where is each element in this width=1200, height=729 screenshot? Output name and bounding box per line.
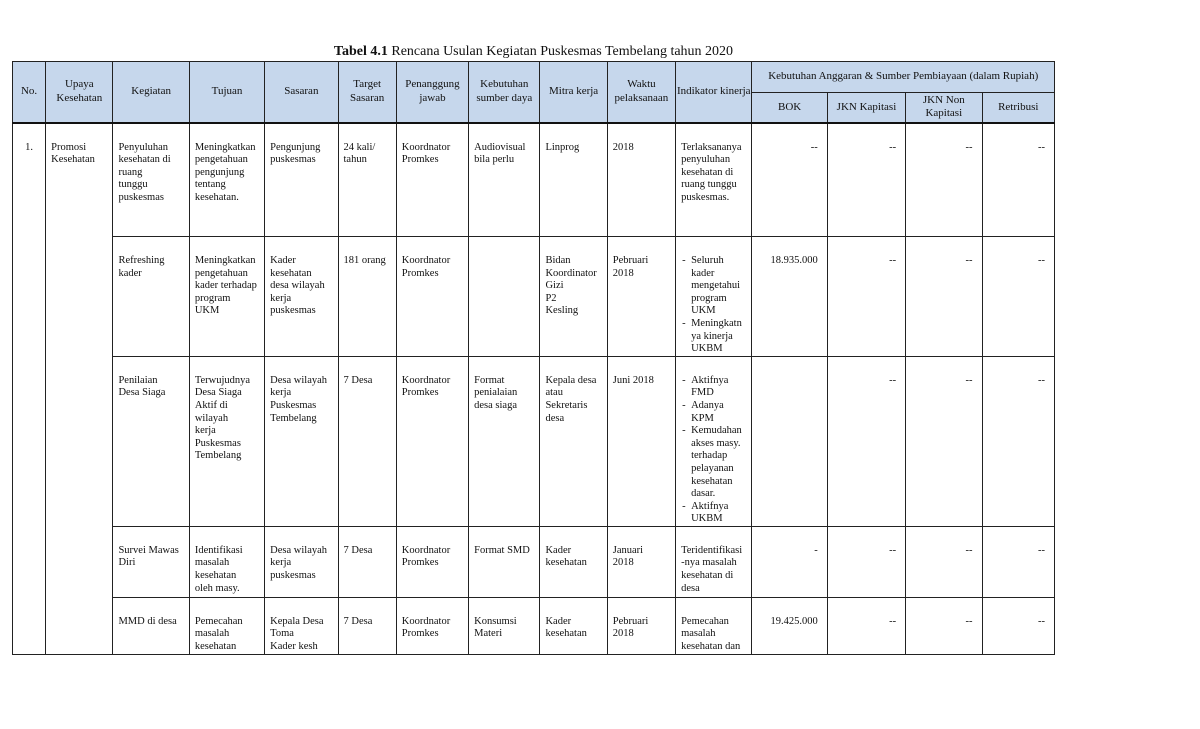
- cell-waktu: [607, 597, 675, 654]
- sasaran-line: Desa wilayah: [270, 374, 328, 386]
- sasaran-line: Desa wilayah: [270, 544, 328, 556]
- table-row: [13, 356, 1055, 526]
- cell-penanggung: [396, 526, 468, 597]
- tujuan-line: oleh masy.: [194, 582, 240, 594]
- tujuan-line: Terwujudnya: [194, 374, 251, 386]
- sasaran-line: puskesmas: [270, 305, 316, 317]
- cell-tujuan: [189, 356, 264, 526]
- indikator-line: pelayanan: [691, 462, 734, 474]
- cell-sasaran: [265, 356, 338, 526]
- cell-indikator: [676, 597, 752, 654]
- cell-indikator: [676, 237, 752, 357]
- header-indikator-kinerja: Indikator kinerja: [676, 62, 752, 123]
- indikator-line: mengetahui: [691, 280, 741, 292]
- cell-jkn-non: --: [906, 526, 982, 597]
- tujuan-line: Aktif di: [194, 399, 228, 411]
- waktu-line: Pebruari: [612, 615, 649, 627]
- cell-retribusi: --: [982, 526, 1055, 597]
- kebutuhan-line: penialaian: [474, 387, 518, 399]
- indikator-line: UKBM: [691, 343, 723, 355]
- penanggung-line: Koordnator: [401, 374, 451, 386]
- cell-mitra: [540, 356, 607, 526]
- waktu-line: 2018: [612, 557, 634, 569]
- tujuan-line: Puskesmas: [194, 437, 241, 449]
- tujuan-line: kerja: [194, 425, 216, 437]
- indikator-line: kesehatan dan: [681, 641, 741, 653]
- cell-bok: --: [752, 123, 827, 237]
- kebutuhan-line: Konsumsi: [474, 615, 517, 627]
- indikator-line: terhadap: [691, 450, 728, 462]
- mitra-line: desa: [545, 412, 565, 424]
- penanggung-line: Promkes: [401, 628, 439, 640]
- indikator-line: - Seluruh: [691, 255, 724, 266]
- cell-kegiatan: [113, 597, 189, 654]
- indikator-line: - Aktifnya: [691, 500, 729, 512]
- penanggung-line: Koordnator: [401, 255, 451, 266]
- header-sasaran: Sasaran: [265, 62, 338, 123]
- cell-indikator: [676, 123, 752, 237]
- mitra-line: Koordinator: [545, 267, 597, 279]
- tujuan-line: masalah: [194, 557, 230, 569]
- cell-kebutuhan: [469, 237, 540, 357]
- indikator-item: [681, 375, 746, 400]
- sasaran-line: Kader: [270, 255, 296, 266]
- cell-retribusi: --: [982, 123, 1055, 237]
- penanggung-line: Promkes: [401, 387, 439, 399]
- kegiatan-line: kesehatan di: [118, 154, 171, 166]
- indikator-line: -nya masalah: [681, 557, 737, 569]
- sasaran-line: puskesmas: [270, 154, 316, 166]
- cell-bok: [752, 356, 827, 526]
- sasaran-line: Tembelang: [270, 412, 317, 424]
- cell-kebutuhan: [469, 123, 540, 237]
- cell-mitra: [540, 597, 607, 654]
- cell-jkn-non: --: [906, 356, 982, 526]
- tujuan-line: tentang: [194, 179, 226, 191]
- indikator-line: Pemecahan: [681, 615, 729, 627]
- indikator-item: [681, 255, 746, 318]
- cell-target: [338, 597, 396, 654]
- indikator-line: kesehatan: [691, 475, 733, 487]
- kegiatan-line: Refreshing: [118, 255, 165, 266]
- waktu-line: Juni 2018: [612, 374, 654, 386]
- indikator-item: [681, 425, 746, 501]
- waktu-line: 2018: [612, 141, 634, 153]
- header-bok: BOK: [752, 93, 827, 123]
- sasaran-line: kesehatan: [270, 267, 312, 279]
- indikator-line: puskesmas.: [681, 191, 730, 203]
- indikator-line: FMD: [691, 387, 714, 399]
- tujuan-line: pengetahuan: [194, 267, 248, 279]
- cell-waktu: [607, 526, 675, 597]
- cell-kebutuhan: [469, 356, 540, 526]
- cell-indikator: [676, 356, 752, 526]
- kebutuhan-line: Materi: [474, 628, 503, 640]
- table-row: [13, 526, 1055, 597]
- tujuan-line: Pemecahan: [194, 615, 243, 627]
- cell-kegiatan: [113, 123, 189, 237]
- upaya-line: Promosi: [51, 141, 87, 153]
- kegiatan-line: Penilaian: [118, 374, 158, 386]
- indikator-line: program: [691, 292, 727, 304]
- mitra-line: Gizi: [545, 280, 564, 292]
- activity-plan-table: [12, 61, 1055, 655]
- indikator-line: masalah: [681, 628, 716, 640]
- target-line: tahun: [343, 154, 367, 166]
- indikator-line: - Adanya: [691, 399, 724, 411]
- penanggung-line: Promkes: [401, 557, 439, 569]
- mitra-line: P2: [545, 292, 557, 304]
- target-line: 181 orang: [343, 255, 386, 266]
- indikator-line: akses masy.: [691, 437, 741, 449]
- header-kegiatan: Kegiatan: [113, 62, 189, 123]
- header-jkn-non-kapitasi: JKN Non Kapitasi: [906, 93, 982, 123]
- indikator-line: Teridentifikasi: [681, 544, 743, 556]
- penanggung-line: Promkes: [401, 267, 439, 279]
- kegiatan-line: Penyuluhan: [118, 141, 169, 153]
- cell-kegiatan: [113, 356, 189, 526]
- tujuan-line: Tembelang: [194, 450, 242, 462]
- tujuan-line: pengetahuan: [194, 154, 248, 166]
- sasaran-line: desa wilayah: [270, 280, 325, 292]
- indikator-list: [681, 255, 746, 356]
- cell-jkn-non: --: [906, 237, 982, 357]
- table-caption: [12, 43, 1055, 60]
- tujuan-line: UKM: [194, 305, 220, 317]
- indikator-line: ruang tunggu: [681, 179, 737, 191]
- indikator-line: KPM: [691, 412, 714, 424]
- sasaran-line: Puskesmas: [270, 399, 317, 411]
- cell-kegiatan: [113, 237, 189, 357]
- penanggung-line: Promkes: [401, 154, 439, 166]
- cell-bok: -: [752, 526, 827, 597]
- cell-sasaran: [265, 123, 338, 237]
- kebutuhan-line: bila perlu: [474, 154, 515, 166]
- tujuan-line: Identifikasi: [194, 544, 243, 556]
- tujuan-line: kesehatan: [194, 570, 237, 582]
- waktu-line: Januari: [612, 544, 644, 556]
- sasaran-line: Pengunjung: [270, 141, 321, 153]
- tujuan-line: program: [194, 292, 231, 304]
- header-no: No.: [13, 62, 46, 123]
- target-line: 7 Desa: [343, 374, 373, 386]
- kegiatan-line: Survei Mawas: [118, 544, 179, 556]
- kebutuhan-line: desa siaga: [474, 399, 517, 411]
- cell-kegiatan: [113, 526, 189, 597]
- penanggung-line: Koordnator: [401, 544, 451, 556]
- mitra-line: Kesling: [545, 305, 579, 317]
- kegiatan-line: Desa Siaga: [118, 387, 166, 399]
- kebutuhan-line: Audiovisual: [474, 141, 526, 153]
- cell-waktu: [607, 237, 675, 357]
- indikator-line: kesehatan di: [681, 166, 734, 178]
- cell-upaya-kesehatan: [46, 123, 113, 655]
- kebutuhan-line: Format SMD: [474, 544, 530, 556]
- mitra-line: Linprog: [545, 141, 580, 153]
- mitra-line: kesehatan: [545, 628, 587, 640]
- tujuan-line: kesehatan: [194, 641, 237, 653]
- cell-tujuan: [189, 123, 264, 237]
- cell-target: [338, 356, 396, 526]
- indikator-line: UKBM: [691, 513, 723, 525]
- cell-penanggung: [396, 597, 468, 654]
- cell-waktu: [607, 123, 675, 237]
- indikator-line: UKM: [691, 305, 716, 317]
- cell-tujuan: [189, 597, 264, 654]
- cell-sasaran: [265, 237, 338, 357]
- cell-penanggung: [396, 356, 468, 526]
- tujuan-line: wilayah: [194, 412, 229, 424]
- cell-retribusi: --: [982, 356, 1055, 526]
- cell-target: [338, 237, 396, 357]
- cell-target: [338, 526, 396, 597]
- mitra-line: Bidan: [545, 255, 571, 266]
- penanggung-line: Koordnator: [401, 141, 451, 153]
- cell-mitra: [540, 237, 607, 357]
- table-row: [13, 123, 1055, 237]
- cell-jkn-kapitasi: --: [827, 526, 905, 597]
- indikator-line: Terlaksananya: [681, 141, 742, 153]
- cell-sasaran: [265, 526, 338, 597]
- header-target-sasaran: Target Sasaran: [338, 62, 396, 123]
- header-kebutuhan-sumber-daya: Kebutuhan sumber daya: [469, 62, 540, 123]
- target-line: 7 Desa: [343, 615, 373, 627]
- header-upaya-kesehatan: Upaya Kesehatan: [46, 62, 113, 123]
- sasaran-line: Toma: [270, 628, 294, 640]
- mitra-line: Kader: [545, 615, 572, 627]
- cell-tujuan: [189, 237, 264, 357]
- cell-retribusi: --: [982, 597, 1055, 654]
- indikator-line: - Meningkatn: [691, 317, 742, 329]
- cell-kebutuhan: [469, 526, 540, 597]
- sasaran-line: kerja: [270, 387, 292, 399]
- mitra-line: Kader: [545, 544, 572, 556]
- cell-waktu: [607, 356, 675, 526]
- tujuan-line: Desa Siaga: [194, 387, 242, 399]
- kegiatan-line: tunggu: [118, 179, 148, 191]
- sasaran-line: Kepala Desa: [270, 615, 324, 627]
- header-jkn-kapitasi: JKN Kapitasi: [827, 93, 905, 123]
- cell-sasaran: [265, 597, 338, 654]
- upaya-line: Kesehatan: [51, 154, 95, 166]
- cell-mitra: [540, 526, 607, 597]
- tujuan-line: Meningkatkan: [194, 255, 256, 266]
- cell-penanggung: [396, 123, 468, 237]
- tujuan-line: masalah: [194, 628, 230, 640]
- indikator-line: dasar.: [691, 488, 716, 500]
- header-mitra-kerja: Mitra kerja: [540, 62, 607, 123]
- kegiatan-line: puskesmas: [118, 191, 164, 203]
- tujuan-line: pengunjung: [194, 166, 245, 178]
- kegiatan-line: Diri: [118, 557, 136, 569]
- kegiatan-line: kader: [118, 267, 142, 279]
- kebutuhan-line: Format: [474, 374, 505, 386]
- kegiatan-line: MMD di desa: [118, 615, 177, 627]
- indikator-item: [681, 400, 746, 425]
- cell-penanggung: [396, 237, 468, 357]
- indikator-item: [681, 318, 746, 356]
- mitra-line: atau: [545, 387, 563, 399]
- cell-indikator: [676, 526, 752, 597]
- target-line: 24 kali/: [343, 141, 376, 153]
- cell-jkn-kapitasi: --: [827, 123, 905, 237]
- target-line: 7 Desa: [343, 544, 373, 556]
- cell-bok: 19.425.000: [752, 597, 827, 654]
- table-number: Tabel 4.1: [333, 44, 388, 59]
- indikator-line: penyuluhan: [681, 154, 731, 166]
- sasaran-line: kerja: [270, 292, 292, 304]
- indikator-line: desa: [681, 582, 700, 594]
- cell-jkn-non: --: [906, 597, 982, 654]
- indikator-item: [681, 501, 746, 526]
- indikator-line: - Kemudahan: [691, 425, 742, 437]
- table-title: Rencana Usulan Kegiatan Puskesmas Tembelang tahun 2020: [391, 44, 734, 59]
- kegiatan-line: ruang: [118, 166, 143, 178]
- cell-kebutuhan: [469, 597, 540, 654]
- tujuan-line: kesehatan.: [194, 191, 239, 203]
- indikator-line: - Aktifnya: [691, 374, 729, 386]
- cell-jkn-kapitasi: --: [827, 356, 905, 526]
- cell-jkn-kapitasi: --: [827, 237, 905, 357]
- waktu-line: 2018: [612, 267, 634, 279]
- sasaran-line: Kader kesh: [270, 641, 318, 653]
- header-anggaran: Kebutuhan Anggaran & Sumber Pembiayaan (dalam Rupiah): [752, 62, 1055, 93]
- cell-tujuan: [189, 526, 264, 597]
- indikator-list: [681, 375, 746, 526]
- tujuan-line: Meningkatkan: [194, 141, 256, 153]
- cell-bok: 18.935.000: [752, 237, 827, 357]
- table-row: [13, 597, 1055, 654]
- sasaran-line: puskesmas: [270, 570, 316, 582]
- mitra-line: kesehatan: [545, 557, 587, 569]
- cell-jkn-kapitasi: --: [827, 597, 905, 654]
- header-penanggung-jawab: Penanggung jawab: [396, 62, 468, 123]
- indikator-line: kader: [691, 267, 715, 279]
- indikator-line: ya kinerja: [691, 330, 733, 342]
- sasaran-line: kerja: [270, 557, 292, 569]
- waktu-line: 2018: [612, 628, 634, 640]
- penanggung-line: Koordnator: [401, 615, 451, 627]
- indikator-line: kesehatan di: [681, 570, 734, 582]
- waktu-line: Pebruari: [612, 255, 649, 266]
- mitra-line: Sekretaris: [545, 399, 588, 411]
- mitra-line: Kepala desa: [545, 374, 597, 386]
- cell-target: [338, 123, 396, 237]
- table-row: [13, 237, 1055, 357]
- cell-mitra: [540, 123, 607, 237]
- header-tujuan: Tujuan: [189, 62, 264, 123]
- header-waktu-pelaksanaan: Waktu pelaksanaan: [607, 62, 675, 123]
- tujuan-line: kader terhadap: [194, 280, 257, 292]
- cell-jkn-non: --: [906, 123, 982, 237]
- cell-retribusi: --: [982, 237, 1055, 357]
- cell-no: 1.: [13, 123, 46, 655]
- header-retribusi: Retribusi: [982, 93, 1055, 123]
